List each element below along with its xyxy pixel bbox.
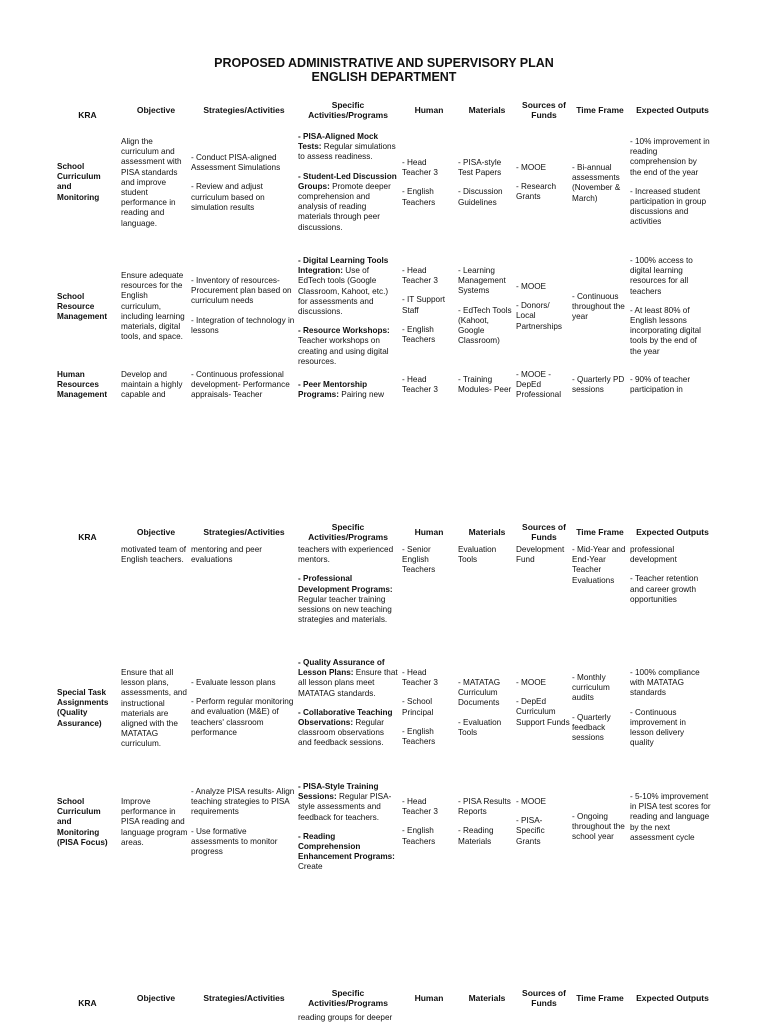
- specific-item-title: - Digital Learning Tools Integration:: [298, 256, 389, 276]
- kra-line: Special Task: [57, 688, 107, 697]
- header-kra: KRA: [78, 532, 97, 542]
- timeframe-cell: - Mid-Year and End-Year Teacher Evaluations: [572, 545, 626, 585]
- header-specific: [298, 100, 398, 120]
- specific-item-title: - Professional Development Programs:: [298, 574, 393, 594]
- specific-cell: [298, 256, 398, 367]
- funds-item: - Donors/ Local Partnerships: [516, 301, 562, 331]
- human-cell: [402, 266, 456, 345]
- header-human: Human: [414, 527, 444, 537]
- materials-cell: [458, 797, 514, 847]
- human-item: - Head Teacher 3: [402, 158, 438, 178]
- timeframe-cell: - Bi-annual assessments (November & March): [572, 163, 621, 203]
- header-specific-line1: Specific: [331, 100, 365, 110]
- human-item: - English Teachers: [402, 826, 436, 846]
- kra-line: School: [57, 162, 85, 171]
- specific-cell: reading groups for deeper: [298, 1013, 393, 1022]
- human-cell: [402, 668, 456, 747]
- specific-item: [298, 256, 398, 317]
- document-subtitle: ENGLISH DEPARTMENT: [311, 70, 457, 84]
- objective-cell: Ensure adequate resources for the English curriculum, including learning materials, digital tools, and space.: [121, 271, 185, 342]
- specific-item-text: Create: [298, 862, 323, 872]
- specific-item-text: Promote deeper comprehension and analysis of reading materials through peer discussions.: [298, 181, 391, 232]
- specific-item: [298, 132, 398, 163]
- kra-line: (Quality: [57, 708, 88, 718]
- human-item: - School Principal: [402, 697, 434, 717]
- header-outputs: Expected Outputs: [636, 527, 709, 537]
- objective-cell: Align the curriculum and assessment with PISA standards and improve student performance in reading and language.: [121, 137, 182, 228]
- materials-cell: [458, 266, 515, 346]
- timeframe-cell: [572, 673, 628, 743]
- timeframe-cell: - Ongoing throughout the school year: [572, 812, 625, 842]
- specific-item-title: - Student-Led Discussion Groups:: [298, 171, 397, 191]
- funds-item: - MOOE: [516, 163, 547, 172]
- outputs-item: - Teacher retention and career growth opportunities: [630, 574, 699, 604]
- funds-item: - Research Grants: [516, 182, 557, 202]
- materials-cell: - Training Modules- Peer: [458, 375, 512, 395]
- materials-item: - PISA-style Test Papers: [458, 158, 502, 178]
- kra-line: Curriculum: [57, 807, 101, 817]
- objective-cell: motivated team of English teachers.: [121, 545, 187, 565]
- kra-line: Curriculum: [57, 172, 101, 182]
- specific-item-title: - PISA-Style Training Sessions:: [298, 782, 379, 802]
- header-specific: [298, 522, 398, 542]
- timeframe-item: - Quarterly feedback sessions: [572, 712, 611, 743]
- human-cell: - Head Teacher 3: [402, 375, 438, 395]
- specific-item-text: Teacher workshops on creating and using digital resources.: [298, 336, 389, 366]
- materials-cell: [458, 678, 514, 738]
- human-item: - Head Teacher 3: [402, 266, 438, 286]
- kra-line: Resource: [57, 302, 95, 312]
- human-item: - Head Teacher 3: [402, 668, 438, 688]
- objective-cell: Improve performance in PISA reading and language program areas.: [121, 797, 188, 847]
- materials-cell: [458, 158, 514, 208]
- kra-line: Resources: [57, 380, 99, 390]
- header-timeframe: Time Frame: [576, 105, 624, 115]
- kra-line: and: [57, 817, 72, 827]
- timeframe-cell: - Quarterly PD sessions: [572, 375, 625, 395]
- outputs-cell: [630, 137, 710, 228]
- specific-cell: [298, 658, 398, 749]
- funds-item: - PISA-Specific Grants: [516, 816, 545, 846]
- outputs-cell: [630, 545, 710, 605]
- strategies-cell: [191, 276, 296, 336]
- strategy-item: - Integration of technology in lessons: [191, 315, 295, 335]
- kra-cell: [57, 370, 119, 401]
- header-specific-line1: Specific: [331, 988, 365, 998]
- materials-item: - MATATAG Curriculum Documents: [458, 678, 501, 708]
- strategies-cell: [191, 678, 296, 738]
- specific-item-text: Regular teacher training sessions on new teaching strategies and materials.: [298, 594, 392, 625]
- funds-cell: [516, 797, 566, 847]
- kra-line: Assurance): [57, 718, 102, 728]
- document-title: PROPOSED ADMINISTRATIVE AND SUPERVISORY PLAN: [214, 56, 554, 70]
- strategy-item: - Analyze PISA results- Align teaching strategies to PISA requirements: [191, 787, 295, 817]
- strategies-cell: [191, 787, 296, 857]
- funds-item: - DepEd Curriculum Support Funds: [516, 697, 570, 727]
- human-item: - Head Teacher 3: [402, 797, 438, 817]
- specific-item-title: - Peer Mentorship Programs:: [298, 380, 368, 400]
- materials-item: - EdTech Tools (Kahoot, Google Classroom): [458, 305, 512, 346]
- specific-item: [298, 574, 398, 625]
- header-funds: [516, 100, 572, 120]
- kra-line: Monitoring: [57, 827, 100, 837]
- header-objective: Objective: [136, 993, 176, 1003]
- materials-item: - Evaluation Tools: [458, 717, 502, 737]
- header-timeframe: Time Frame: [576, 993, 624, 1003]
- specific-item-text: Regular PISA-style assessments and feedback for teachers.: [298, 792, 392, 822]
- strategy-item: - Evaluate lesson plans: [191, 678, 276, 687]
- header-funds-line1: Sources of: [522, 522, 566, 532]
- outputs-cell: [630, 668, 710, 748]
- header-materials: Materials: [468, 527, 506, 537]
- header-outputs: Expected Outputs: [636, 105, 709, 115]
- outputs-item: - At least 80% of English lessons incorporating digital tools by the end of the year: [630, 305, 702, 356]
- specific-item-title: - Resource Workshops:: [298, 326, 390, 336]
- kra-line: Assignments: [57, 698, 109, 708]
- specific-item-text: Regular classroom observations and feedback sessions.: [298, 718, 385, 748]
- specific-cell: [298, 132, 398, 233]
- kra-cell: [57, 797, 121, 848]
- funds-item: - MOOE: [516, 678, 547, 687]
- funds-cell: [516, 678, 570, 728]
- strategy-item: - Perform regular monitoring and evaluation (M&E) of teachers' classroom performance: [191, 697, 294, 737]
- strategies-cell: [191, 153, 296, 213]
- outputs-cell: [630, 256, 710, 357]
- specific-item: [298, 782, 398, 823]
- outputs-item: - Continuous improvement in lesson delivery quality: [630, 707, 686, 748]
- strategies-cell: - Continuous professional development- Performance appraisals- Teacher: [191, 370, 290, 400]
- strategy-item: - Use formative assessments to monitor progress: [191, 826, 278, 857]
- header-outputs: Expected Outputs: [636, 993, 709, 1003]
- timeframe-cell: - Continuous throughout the year: [572, 292, 625, 322]
- header-funds-line1: Sources of: [522, 100, 566, 110]
- header-strategies: Strategies/Activities: [203, 527, 285, 537]
- header-objective: Objective: [136, 527, 176, 537]
- specific-item-title: - Collaborative Teaching Observations:: [298, 707, 393, 728]
- kra-cell: [57, 688, 121, 729]
- header-funds-line2: Funds: [531, 110, 557, 120]
- materials-item: - Learning Management Systems: [458, 266, 506, 296]
- outputs-item: - 10% improvement in reading comprehension by the end of the year: [630, 137, 710, 177]
- header-specific-line2: Activities/Programs: [308, 110, 388, 120]
- timeframe-item: - Monthly curriculum audits: [572, 673, 610, 703]
- kra-line: Management: [57, 312, 108, 322]
- specific-item-title: - PISA-Aligned Mock Tests:: [298, 132, 379, 152]
- specific-item-text: Use of EdTech tools (Google Classroom, Kahoot, etc.) for assessments and discussions.: [298, 266, 389, 317]
- header-funds: [516, 988, 572, 1008]
- header-specific: [298, 988, 398, 1008]
- specific-cell: [298, 380, 398, 400]
- header-funds-line2: Funds: [531, 998, 557, 1008]
- header-human: Human: [414, 105, 444, 115]
- strategies-cell: mentoring and peer evaluations: [191, 545, 263, 565]
- funds-cell: [516, 282, 570, 332]
- outputs-cell: - 5-10% improvement in PISA test scores for reading and language by the next assessment cycle: [630, 792, 711, 842]
- outputs-item: professional development: [630, 545, 677, 565]
- specific-cell: [298, 782, 398, 873]
- header-objective: Objective: [136, 105, 176, 115]
- kra-line: Management: [57, 390, 108, 400]
- outputs-item: - 100% access to digital learning resources for all teachers: [630, 256, 693, 296]
- kra-cell: [57, 162, 119, 203]
- outputs-item: - Increased student participation in group discussions and activities: [630, 186, 707, 227]
- strategy-item: - Inventory of resources- Procurement plan based on curriculum needs: [191, 276, 292, 306]
- kra-cell: [57, 292, 119, 323]
- funds-item: - MOOE: [516, 797, 547, 806]
- header-strategies: Strategies/Activities: [203, 105, 285, 115]
- materials-item: - Discussion Guidelines: [458, 187, 503, 207]
- header-materials: Materials: [468, 105, 506, 115]
- human-item: - IT Support Staff: [402, 295, 446, 315]
- materials-item: - Reading Materials: [458, 826, 494, 846]
- specific-item: [298, 326, 398, 367]
- specific-item-text: Regular simulations to assess readiness.: [298, 142, 396, 162]
- human-cell: - Senior English Teachers: [402, 545, 436, 575]
- kra-line: Human: [57, 370, 85, 379]
- human-cell: [402, 797, 456, 847]
- kra-line: and: [57, 182, 72, 192]
- specific-cell: [298, 545, 398, 625]
- header-timeframe: Time Frame: [576, 527, 624, 537]
- human-item: - English Teachers: [402, 187, 436, 207]
- specific-item: [298, 172, 398, 233]
- strategy-item: - Conduct PISA-aligned Assessment Simulations: [191, 153, 281, 173]
- outputs-item: - 100% compliance with MATATAG standards: [630, 668, 700, 698]
- header-funds: [516, 522, 572, 542]
- specific-item-text: Ensure that all lesson plans meet MATATAG standards.: [298, 668, 398, 698]
- header-human: Human: [414, 993, 444, 1003]
- funds-cell: Development Fund: [516, 545, 565, 565]
- funds-cell: [516, 163, 570, 203]
- header-specific-line1: Specific: [331, 522, 365, 532]
- human-item: - English Teachers: [402, 726, 436, 747]
- objective-cell: Ensure that all lesson plans, assessments, and instructional materials are aligned with the MATATAG curriculum.: [121, 668, 187, 749]
- header-kra: KRA: [78, 110, 97, 120]
- header-funds-line1: Sources of: [522, 988, 566, 998]
- specific-item-title: - Reading Comprehension Enhancement Programs:: [298, 831, 395, 862]
- header-specific-line2: Activities/Programs: [308, 532, 388, 542]
- funds-cell: - MOOE - DepEd Professional: [516, 370, 562, 400]
- specific-item: [298, 658, 398, 699]
- kra-line: School: [57, 797, 85, 806]
- header-strategies: Strategies/Activities: [203, 993, 285, 1003]
- strategy-item: - Review and adjust curriculum based on simulation results: [191, 182, 265, 212]
- header-funds-line2: Funds: [531, 532, 557, 542]
- header-specific-line2: Activities/Programs: [308, 998, 388, 1008]
- funds-item: - MOOE: [516, 282, 547, 291]
- outputs-cell: - 90% of teacher participation in: [630, 375, 691, 395]
- header-materials: Materials: [468, 993, 506, 1003]
- kra-line: School: [57, 292, 85, 301]
- objective-cell: Develop and maintain a highly capable and: [121, 370, 183, 400]
- kra-line: (PISA Focus): [57, 837, 108, 847]
- header-kra: KRA: [78, 998, 97, 1008]
- specific-item: [298, 708, 398, 749]
- materials-cell: Evaluation Tools: [458, 545, 497, 565]
- kra-line: Monitoring: [57, 192, 100, 202]
- specific-item-text: Pairing new: [338, 390, 385, 400]
- specific-item-title: - Quality Assurance of Lesson Plans:: [298, 658, 385, 678]
- specific-item: teachers with experienced mentors.: [298, 545, 394, 565]
- specific-item: [298, 832, 398, 873]
- human-cell: [402, 158, 456, 208]
- materials-item: - PISA Results Reports: [458, 797, 511, 817]
- human-item: - English Teachers: [402, 324, 436, 345]
